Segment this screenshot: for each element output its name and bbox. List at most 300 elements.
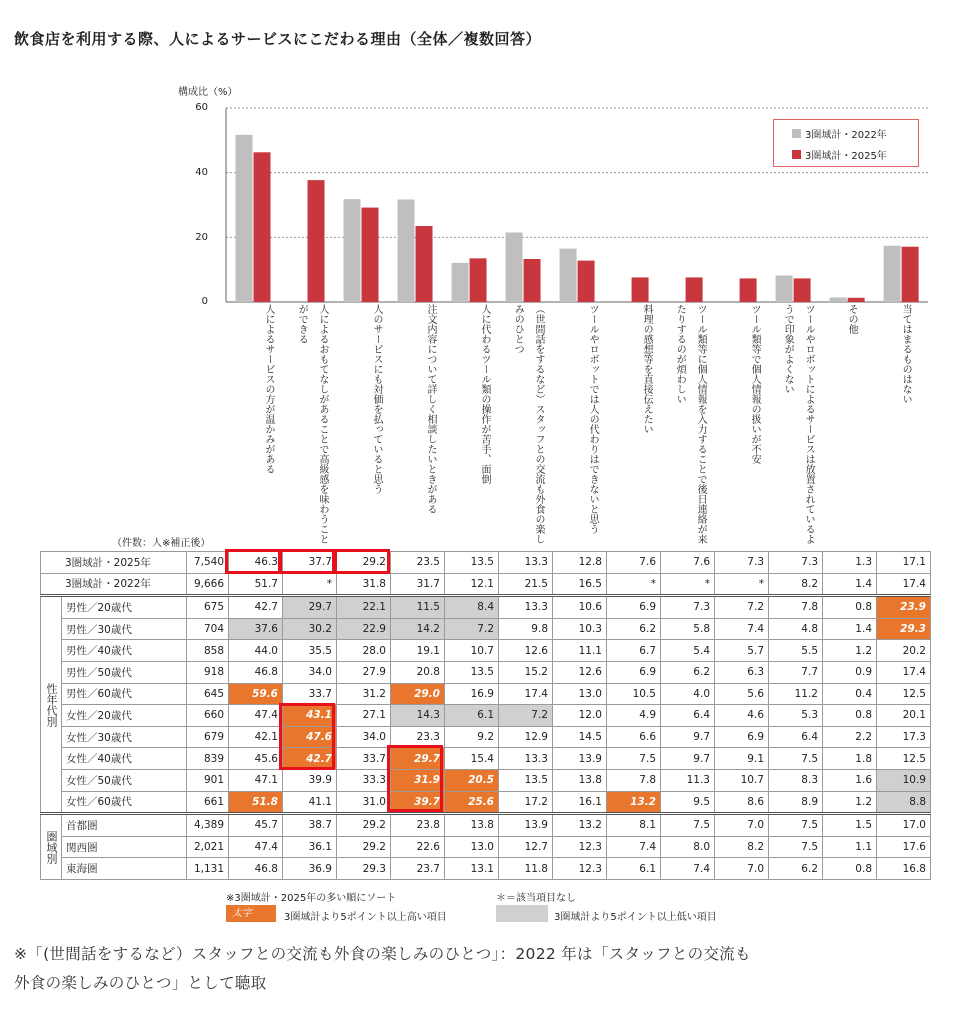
table-cell: 29.2 [337,814,391,837]
table-cell: 6.1 [607,858,661,880]
table-cell: 10.9 [877,769,931,791]
table-cell: 4.8 [769,618,823,640]
sort-note: ※3圏域計・2025年の多い順にソート [226,893,397,904]
table-cell: 17.4 [877,661,931,683]
highlight-box [279,703,335,770]
table-row [41,596,931,619]
table-cell: 17.4 [877,573,931,596]
category-label: ツールやロボットによるサービスは放置されているようで印象がよくない [782,304,815,544]
table-cell: 47.6 [283,726,337,748]
table-cell: 8.9 [769,791,823,814]
table-row [41,791,931,814]
table-cell: 6.9 [607,661,661,683]
category-label: 当てはまるものはない [900,304,912,404]
y-tick-0: 0 [201,296,208,307]
table-row [41,705,931,727]
table-cell: 5.5 [769,640,823,662]
table-cell: 16.1 [553,791,607,814]
bar-2025 [686,277,703,302]
bar-2025 [848,298,865,302]
table-cell: 13.9 [499,814,553,837]
table-cell: 45.6 [229,748,283,770]
bar-2025 [308,180,325,302]
table-cell: 9.7 [661,726,715,748]
table-cell: 23.5 [391,552,445,574]
table-cell: 33.7 [283,683,337,705]
table-cell: 7.0 [715,814,769,837]
table-row [41,858,931,880]
table-cell: 42.7 [229,596,283,619]
table-cell: 8.2 [769,573,823,596]
table-cell: 13.1 [445,858,499,880]
table-cell: 6.4 [769,726,823,748]
table-cell: 1.3 [823,552,877,574]
y-tick-40: 40 [195,167,208,178]
table-cell: 9.7 [661,748,715,770]
table-cell: 10.7 [715,769,769,791]
table-cell: 23.3 [391,726,445,748]
table-cell: 17.6 [877,836,931,858]
table-cell: 9.5 [661,791,715,814]
table-cell: 30.2 [283,618,337,640]
row-label: 男性／50歳代 [62,661,187,683]
table-cell: 35.5 [283,640,337,662]
table-cell: * [283,573,337,596]
category-label: ツールやロボットでは人の代わりはできないと思う [587,304,599,534]
table-cell: 37.6 [229,618,283,640]
legend-swatch-2022 [792,129,801,138]
table-cell: 1.5 [823,814,877,837]
table-cell: 12.3 [553,858,607,880]
category-label: 人によるサービスの方が温かみがある [263,304,274,474]
table-cell: 42.7 [283,748,337,770]
table-cell: 29.3 [877,618,931,640]
table-cell: 38.7 [283,814,337,837]
table-cell: 36.9 [283,858,337,880]
table-cell: 13.9 [553,748,607,770]
table-cell: 31.7 [391,573,445,596]
table-cell: 12.9 [499,726,553,748]
table-cell: 6.7 [607,640,661,662]
table-cell: 23.9 [877,596,931,619]
table-cell: 12.7 [499,836,553,858]
table-cell: 23.7 [391,858,445,880]
category-label: 人によるおもてなしがあることで高級感を味わうことができる [296,304,328,544]
table-cell: 29.0 [391,683,445,705]
y-tick-20: 20 [195,232,208,243]
table-cell: 13.8 [445,814,499,837]
note-line-1: ※「(世間話をするなど）スタッフとの交流も外食の楽しみのひとつ」：2022 年は「スタッフとの交流も [14,945,751,963]
row-count: 7,540 [187,552,229,574]
row-count: 901 [187,769,229,791]
bar-2022 [398,200,415,302]
table-cell: 8.3 [769,769,823,791]
table-cell: 4.9 [607,705,661,727]
row-label: 女性／40歳代 [62,748,187,770]
table-cell: 8.4 [445,596,499,619]
table-row [41,814,931,837]
table-cell: 8.1 [607,814,661,837]
group-label: 圏域別 [41,814,62,880]
row-label: 男性／60歳代 [62,683,187,705]
table-cell: 6.2 [607,618,661,640]
legend-swatch-2025 [792,150,801,159]
table-cell: 9.2 [445,726,499,748]
table-cell: 7.2 [715,596,769,619]
table-cell: 13.3 [499,552,553,574]
bar-2022 [884,246,901,302]
row-count: 1,131 [187,858,229,880]
table-cell: 6.3 [715,661,769,683]
table-cell: 4.0 [661,683,715,705]
group-label: 性年代別 [41,596,62,814]
table-cell: 20.2 [877,640,931,662]
bar-2022 [776,275,793,302]
hi-legend-swatch: 太字 [226,905,276,922]
bar-2025 [740,278,757,302]
bar-2025 [254,152,271,302]
table-cell: 1.2 [823,791,877,814]
row-count: 675 [187,596,229,619]
bar-2025 [794,278,811,302]
table-cell: 1.6 [823,769,877,791]
table-cell: 12.5 [877,748,931,770]
table-cell: 10.6 [553,596,607,619]
table-cell: 13.5 [445,661,499,683]
legend-label-2025: 3圏域計・2025年 [805,151,887,162]
table-cell: 8.0 [661,836,715,858]
table-cell: 10.7 [445,640,499,662]
table-row [41,661,931,683]
chart-legend [773,119,919,167]
table-cell: 46.8 [229,858,283,880]
table-cell: 6.1 [445,705,499,727]
table-cell: 17.3 [877,726,931,748]
category-label: 注文内容について詳しく相談したいときがある [425,304,437,514]
table-cell: 22.1 [337,596,391,619]
table-cell: 37.7 [283,552,337,574]
table-cell: 9.8 [499,618,553,640]
table-cell: 11.1 [553,640,607,662]
y-axis-label: 構成比（%） [178,87,238,98]
table-cell: 1.1 [823,836,877,858]
table-cell: 13.3 [499,596,553,619]
table-cell: 5.6 [715,683,769,705]
legend-label-2022: 3圏域計・2022年 [805,130,887,141]
table-cell: 6.4 [661,705,715,727]
category-label: ツール類等に個人情報を入力することで後日連絡が来たりするのが煩わしい [674,304,707,544]
table-cell: 14.5 [553,726,607,748]
row-count: 918 [187,661,229,683]
table-cell: 20.8 [391,661,445,683]
table-cell: 7.2 [499,705,553,727]
table-cell: 16.5 [553,573,607,596]
table-cell: 1.4 [823,618,877,640]
table-cell: 41.1 [283,791,337,814]
bar-2022 [560,249,577,302]
highlight-box [334,549,390,574]
row-label: 男性／30歳代 [62,618,187,640]
table-cell: 7.3 [661,596,715,619]
table-cell: 7.4 [661,858,715,880]
hi-legend-text: 3圏域計より5ポイント以上高い項目 [284,912,447,923]
table-cell: 13.2 [607,791,661,814]
table-cell: 34.0 [337,726,391,748]
table-cell: 22.9 [337,618,391,640]
table-cell: 46.3 [229,552,283,574]
table-cell: 7.7 [769,661,823,683]
table-cell: 23.8 [391,814,445,837]
row-label: 東海圏 [62,858,187,880]
table-cell: 47.4 [229,705,283,727]
table-cell: 29.2 [337,836,391,858]
bar-2022 [236,135,253,302]
bar-2025 [632,277,649,302]
category-label: 料理の感想等を直接伝えたい [641,304,653,434]
table-row [41,640,931,662]
table-cell: * [661,573,715,596]
table-cell: 0.8 [823,596,877,619]
row-label: 関西圏 [62,836,187,858]
table-cell: 33.7 [337,748,391,770]
bar-2025 [416,226,433,302]
table-cell: 7.3 [715,552,769,574]
table-cell: 17.4 [499,683,553,705]
table-cell: 6.9 [715,726,769,748]
row-label: 3圏域計・2025年 [41,552,187,574]
data-table [40,551,931,880]
row-count: 645 [187,683,229,705]
table-cell: 17.1 [877,552,931,574]
table-cell: 7.0 [715,858,769,880]
legend-item-2022 [792,126,887,141]
table-cell: 27.9 [337,661,391,683]
table-cell: 4.6 [715,705,769,727]
table-cell: 16.8 [877,858,931,880]
table-cell: * [607,573,661,596]
table-row [41,726,931,748]
table-cell: 7.4 [607,836,661,858]
table-cell: 39.7 [391,791,445,814]
table-cell: 0.4 [823,683,877,705]
lo-legend-swatch [496,905,548,922]
y-tick-60: 60 [195,102,208,113]
table-cell: 29.7 [283,596,337,619]
table-cell: 0.8 [823,705,877,727]
table-cell: 7.5 [769,814,823,837]
table-cell: 47.4 [229,836,283,858]
row-count: 704 [187,618,229,640]
row-label: 女性／30歳代 [62,726,187,748]
row-label: 首都圏 [62,814,187,837]
table-cell: 45.7 [229,814,283,837]
bar-2025 [902,247,919,302]
highlight-box [225,549,281,574]
note-line-2: 外食の楽しみのひとつ」として聴取 [14,974,267,992]
bar-2025 [524,259,541,302]
table-cell: 12.5 [877,683,931,705]
table-cell: 13.0 [553,683,607,705]
table-cell: 12.8 [553,552,607,574]
table-cell: 27.1 [337,705,391,727]
table-cell: 12.3 [553,836,607,858]
table-cell: 29.7 [391,748,445,770]
row-label: 女性／50歳代 [62,769,187,791]
table-cell: 10.3 [553,618,607,640]
row-count: 660 [187,705,229,727]
table-cell: 7.5 [769,748,823,770]
category-label: 人に代わるツール類の操作が苦手、面倒 [479,304,491,484]
category-label: その他 [846,304,858,334]
bar-2025 [362,208,379,302]
table-cell: 13.2 [553,814,607,837]
legend-item-2025 [792,147,887,162]
highlight-box [387,745,443,812]
table-cell: 44.0 [229,640,283,662]
table-cell: 13.5 [445,552,499,574]
table-cell: 22.6 [391,836,445,858]
table-row [41,683,931,705]
count-label: （件数：人※補正後） [112,538,211,549]
row-label: 女性／60歳代 [62,791,187,814]
table-cell: * [715,573,769,596]
table-cell: 7.4 [715,618,769,640]
table-cell: 29.3 [337,858,391,880]
lo-legend-text: 3圏域計より5ポイント以上低い項目 [554,912,717,923]
table-cell: 43.1 [283,705,337,727]
row-label: 男性／40歳代 [62,640,187,662]
table-cell: 20.1 [877,705,931,727]
table-cell: 6.2 [769,858,823,880]
table-cell: 13.0 [445,836,499,858]
chart-title: 飲食店を利用する際、人によるサービスにこだわる理由（全体／複数回答） [14,30,542,48]
table-cell: 14.3 [391,705,445,727]
row-count: 2,021 [187,836,229,858]
table-cell: 11.5 [391,596,445,619]
table-cell: 28.0 [337,640,391,662]
table-cell: 10.5 [607,683,661,705]
table-cell: 11.2 [769,683,823,705]
table-cell: 7.6 [607,552,661,574]
table-row [41,748,931,770]
table-cell: 13.5 [499,769,553,791]
category-label: ツール類等で個人情報の扱いが不安 [749,304,761,464]
table-cell: 47.1 [229,769,283,791]
table-cell: 0.9 [823,661,877,683]
table-cell: 1.2 [823,640,877,662]
table-cell: 13.8 [553,769,607,791]
table-cell: 5.4 [661,640,715,662]
table-cell: 6.2 [661,661,715,683]
table-cell: 31.8 [337,573,391,596]
table-cell: 11.8 [499,858,553,880]
table-cell: 6.9 [607,596,661,619]
table-cell: 7.6 [661,552,715,574]
table-cell: 12.1 [445,573,499,596]
table-cell: 17.2 [499,791,553,814]
category-label: 人のサービスにも対価を払っていると思う [371,304,383,494]
row-label: 男性／20歳代 [62,596,187,619]
table-cell: 7.2 [445,618,499,640]
table-cell: 21.5 [499,573,553,596]
table-cell: 7.5 [769,836,823,858]
table-cell: 14.2 [391,618,445,640]
table-cell: 7.8 [607,769,661,791]
table-cell: 7.5 [607,748,661,770]
table-cell: 33.3 [337,769,391,791]
table-cell: 31.0 [337,791,391,814]
table-cell: 5.8 [661,618,715,640]
table-cell: 2.2 [823,726,877,748]
table-cell: 15.4 [445,748,499,770]
table-row [41,769,931,791]
table-cell: 29.2 [337,552,391,574]
row-count: 858 [187,640,229,662]
bar-2022 [344,199,361,302]
table-cell: 19.1 [391,640,445,662]
table-cell: 11.3 [661,769,715,791]
table-cell: 1.8 [823,748,877,770]
table-cell: 39.9 [283,769,337,791]
table-row [41,836,931,858]
table-cell: 46.8 [229,661,283,683]
bar-2025 [470,258,487,302]
table-cell: 15.2 [499,661,553,683]
category-label: （世間話をするなど）スタッフとの交流も外食の楽しみのひとつ [512,304,545,544]
bar-2022 [830,297,847,302]
row-label: 3圏域計・2022年 [41,573,187,596]
table-cell: 5.7 [715,640,769,662]
bar-2025 [578,261,595,302]
table-cell: 7.8 [769,596,823,619]
bar-2022 [506,232,523,302]
table-cell: 17.0 [877,814,931,837]
table-cell: 1.4 [823,573,877,596]
table-cell: 8.6 [715,791,769,814]
table-cell: 36.1 [283,836,337,858]
row-count: 679 [187,726,229,748]
table-row [41,618,931,640]
table-cell: 8.2 [715,836,769,858]
table-cell: 12.6 [553,661,607,683]
table-row [41,573,931,596]
table-cell: 51.7 [229,573,283,596]
table-cell: 42.1 [229,726,283,748]
table-cell: 7.3 [769,552,823,574]
table-cell: 0.8 [823,858,877,880]
highlight-box [279,549,335,574]
table-cell: 59.6 [229,683,283,705]
table-cell: 12.0 [553,705,607,727]
table-cell: 9.1 [715,748,769,770]
bar-2022 [452,263,469,302]
table-cell: 31.2 [337,683,391,705]
table-cell: 51.8 [229,791,283,814]
row-count: 839 [187,748,229,770]
table-cell: 8.8 [877,791,931,814]
row-count: 661 [187,791,229,814]
table-cell: 6.6 [607,726,661,748]
table-cell: 34.0 [283,661,337,683]
table-cell: 12.6 [499,640,553,662]
table-cell: 5.3 [769,705,823,727]
na-note: ＊＝該当項目なし [496,893,576,904]
table-cell: 25.6 [445,791,499,814]
row-count: 4,389 [187,814,229,837]
table-cell: 7.5 [661,814,715,837]
table-cell: 31.9 [391,769,445,791]
row-count: 9,666 [187,573,229,596]
